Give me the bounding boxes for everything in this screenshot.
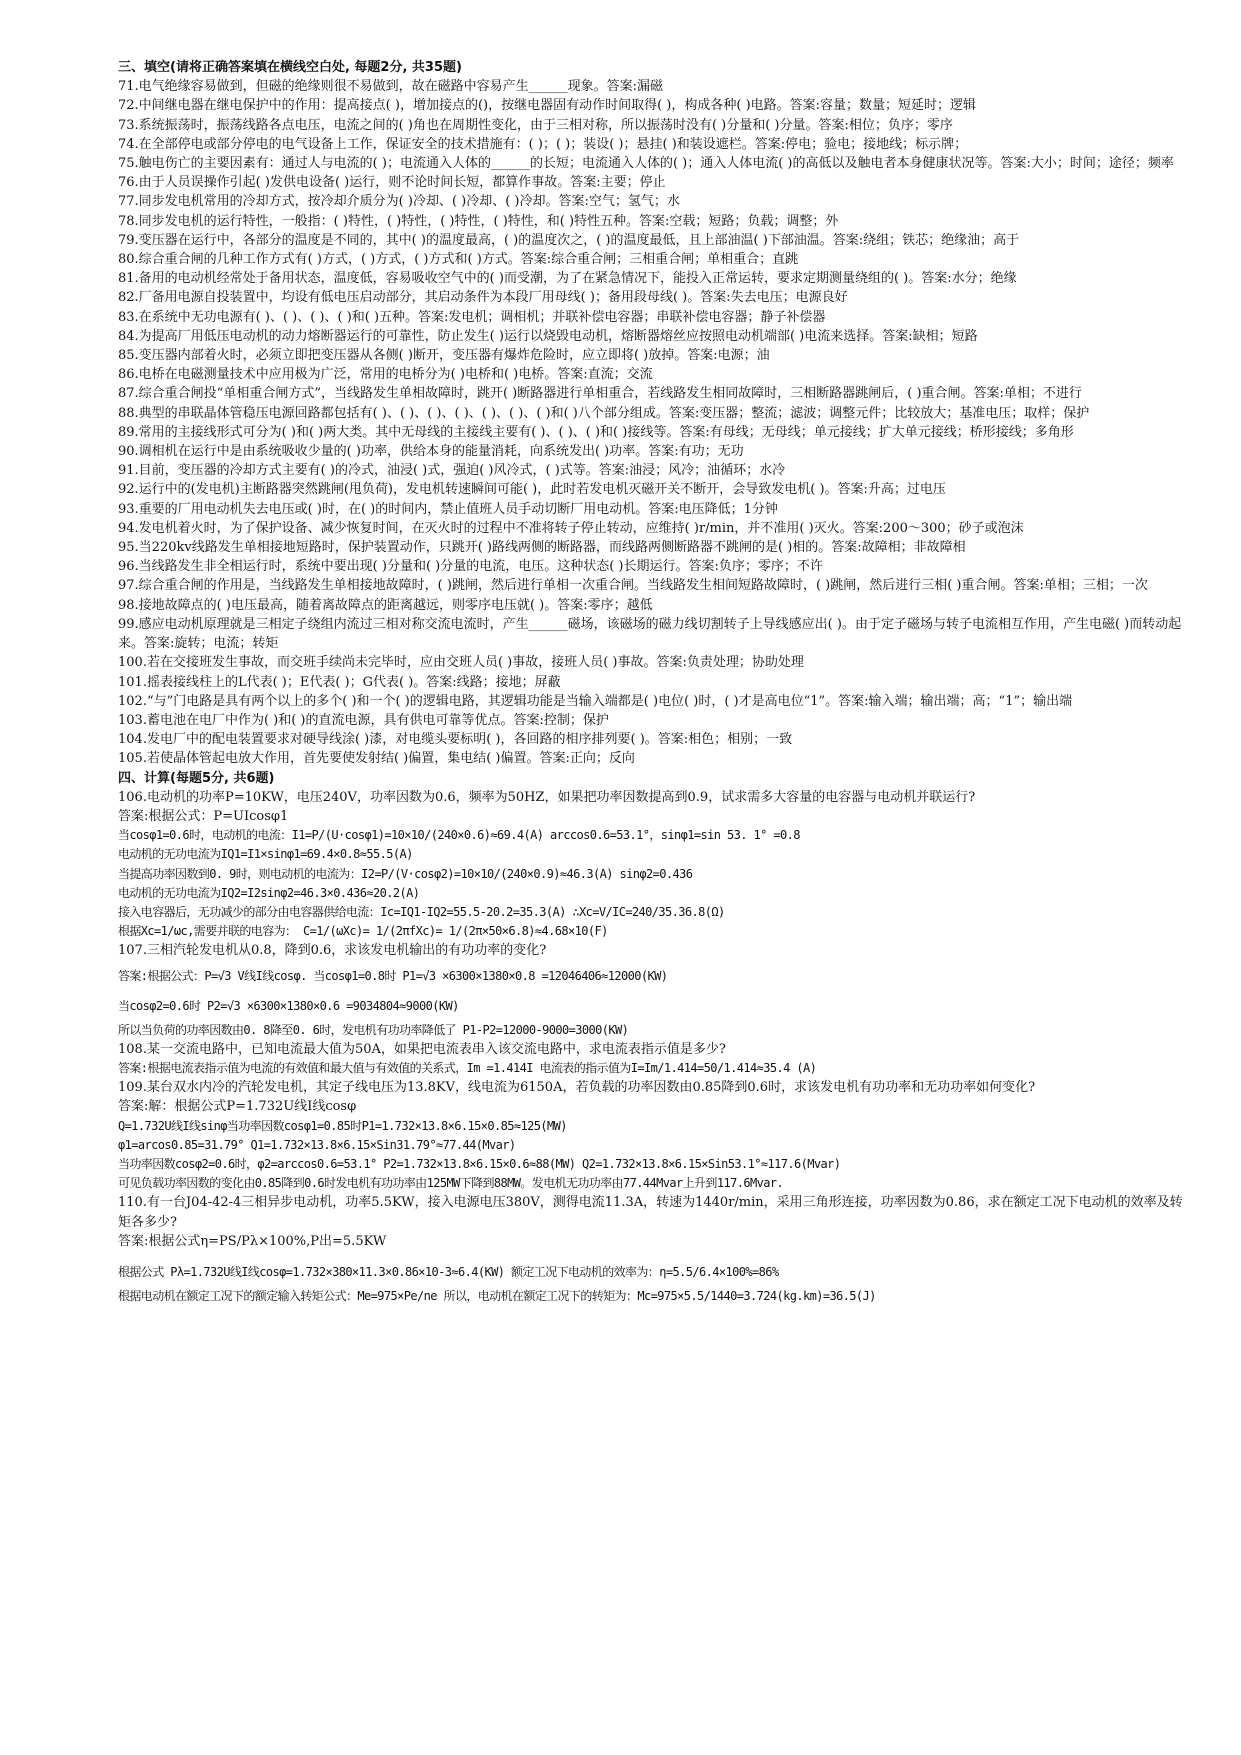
question-item: 86.电桥在电磁测量技术中应用极为广泛，常用的电桥分为( )电桥和( )电桥。答案:直流；交流 xyxy=(118,367,653,383)
question-item: 104.发电厂中的配电装置要求对硬导线涂( )漆，对电缆头要标明( )，各回路的相序排列要( )。答案:相色；相别；一致 xyxy=(118,732,793,748)
q106-calc-line: 当提高功率因数到0. 9时，则电动机的电流为：I2=P/(V·cosφ2)=10×10/(240×0.9)≈46.3(A) sinφ2=0.436 xyxy=(118,866,693,881)
question-item: 99.感应电动机原理就是三相定子绕组内流过三相对称交流电流时，产生______磁场，该磁场的磁力线切割转子上导线感应出( )。由于定子磁场与转子电流相互作用，产生电磁( )而转动起来。答案:旋转；电流；转矩 xyxy=(118,616,1182,652)
question-item: 81.备用的电动机经常处于备用状态，温度低，容易吸收空气中的( )而受潮，为了在紧急情况下，能投入正常运转，要求定期测量绕组的( )。答案:水分；绝缘 xyxy=(118,271,1017,287)
section-3-title: 三、填空(请将正确答案填在横线空白处, 每题2分, 共35题) xyxy=(118,60,462,75)
question-item: 92.运行中的(发电机)主断路器突然跳闸(甩负荷)，发电机转速瞬间可能( )，此时若发电机灭磁开关不断开，会导致发电机( )。答案:升高；过电压 xyxy=(118,482,946,498)
q110-answer-line: 答案:根据公式η=PS/Pλ×100%,P出=5.5KW xyxy=(118,1233,387,1249)
q110-calc-line: 根据公式 Pλ=1.732U线I线cosφ=1.732×380×11.3×0.86×10-3≈6.4(KW) 额定工况下电动机的效率为：η=5.5/6.4×100%=86% xyxy=(118,1264,779,1279)
q109-answer-line: 答案:解：根据公式P=1.732U线I线cosφ xyxy=(118,1099,357,1115)
question-item: 84.为提高厂用低压电动机的动力熔断器运行的可靠性，防止发生( )运行以烧毁电动机，熔断器熔丝应按照电动机端部( )电流来选择。答案:缺相；短路 xyxy=(118,328,978,344)
question-item: 78.同步发电机的运行特性，一般指：( )特性，( )特性，( )特性，( )特性，和( )特性五种。答案:空载；短路；负载；调整；外 xyxy=(118,213,839,229)
q107-calc-line: 答案:根据公式：P=√3 V线I线cosφ. 当cosφ1=0.8时 P1=√3 ×6300×1380×0.8 =12046406≈12000(KW) xyxy=(118,968,668,983)
question-item: 90.调相机在运行中是由系统吸收少量的( )功率，供给本身的能量消耗，向系统发出( )功率。答案:有功；无功 xyxy=(118,444,744,460)
q106-stem: 106.电动机的功率P=10KW，电压240V，功率因数为0.6，频率为50HZ，如果把功率因数提高到0.9，试求需多大容量的电容器与电动机并联运行? xyxy=(118,789,976,805)
q106-calc-line: 根据Xc=1/ωc,需要并联的电容为： C=1/(ωXc)= 1/(2πfXc)= 1/(2π×50×6.8)≈4.68×10(F) xyxy=(118,924,608,939)
question-item: 85.变压器内部着火时，必须立即把变压器从各侧( )断开，变压器有爆炸危险时，应立即将( )放掉。答案:电源；油 xyxy=(118,348,770,364)
question-item: 88.典型的串联晶体管稳压电源回路都包括有( )、( )、( )、( )、( )、( )、( )和( )八个部分组成。答案:变压器；整流；滤波；调整元件；比较放大；基准电压；取样；保护 xyxy=(118,405,1090,421)
question-item: 79.变压器在运行中，各部分的温度是不同的，其中( )的温度最高，( )的温度次之，( )的温度最低，且上部油温( )下部油温。答案:绕组；铁芯；绝缘油；高于 xyxy=(118,232,1020,248)
question-item: 74.在全部停电或部分停电的电气设备上工作，保证安全的技术措施有：( )；( )；装设( )；悬挂( )和装设遮栏。答案:停电；验电；接地线；标示牌； xyxy=(118,136,968,152)
q110-stem: 110.有一台J04-42-4三相异步电动机，功率5.5KW，接入电源电压380V，测得电流11.3A，转速为1440r/min，采用三角形连接，功率因数为0.86，求在额定工况下电动机的效率及转矩各多少? xyxy=(118,1195,1183,1230)
question-item: 100.若在交接班发生事故，而交班手续尚未完毕时，应由交班人员( )事故，接班人员( )事故。答案:负责处理；协助处理 xyxy=(118,655,804,671)
question-item: 91.目前，变压器的冷却方式主要有( )的冷式，油浸( )式，强迫( )风冷式，( )式等。答案:油浸；风冷；油循环；水冷 xyxy=(118,463,786,479)
question-item: 82.厂备用电源自投装置中，均设有低电压启动部分，其启动条件为本段厂用母线( )；备用段母线( )。答案:失去电压；电源良好 xyxy=(118,290,848,306)
q106-calc-line: 电动机的无功电流为IQ1=I1×sinφ1=69.4×0.8≈55.5(A) xyxy=(118,847,413,862)
question-item: 103.蓄电池在电厂中作为( )和( )的直流电源，具有供电可靠等优点。答案:控制；保护 xyxy=(118,712,609,728)
q109-calc-line: 当功率因数cosφ2=0.6时，φ2=arccos0.6=53.1° P2=1.732×13.8×6.15×0.6≈88(MW) Q2=1.732×13.8×6.15×Sin53.1°≈117.6(Mvar) xyxy=(118,1156,841,1171)
question-item: 94.发电机着火时，为了保护设备、减少恢复时间，在灭火时的过程中不准将转子停止转动，应维持( )r/min，并不准用( )灭火。答案:200～300；砂子或泡沫 xyxy=(118,520,1024,536)
question-item: 87.综合重合闸投“单相重合闸方式”，当线路发生单相故障时，跳开( )断路器进行单相重合，若线路发生相同故障时，三相断路器跳闸后，( )重合闸。答案:单相；不进行 xyxy=(118,386,1082,402)
question-item: 73.系统振荡时，振荡线路各点电压，电流之间的( )角也在周期性变化，由于三相对称，所以振荡时没有( )分量和( )分量。答案:相位；负序；零序 xyxy=(118,117,953,133)
question-item: 72.中间继电器在继电保护中的作用：提高接点( )，增加接点的()，按继电器固有动作时间取得( )，构成各种( )电路。答案:容量；数量；短延时；逻辑 xyxy=(118,98,977,114)
question-item: 98.接地故障点的( )电压最高，随着离故障点的距离越远，则零序电压就( )。答案:零序；越低 xyxy=(118,597,653,613)
question-item: 77.同步发电机常用的冷却方式，按冷却介质分为( )冷却、( )冷却、( )冷却。答案:空气；氢气；水 xyxy=(118,194,680,210)
q110-calc-line: 根据电动机在额定工况下的额定输入转矩公式：Me=975×Pe/ne 所以，电动机在额定工况下的转矩为：Mc=975×5.5/1440=3.724(kg.km)=36.5(J) xyxy=(118,1288,876,1303)
fill-in-section xyxy=(118,77,1188,768)
question-item: 89.常用的主接线形式可分为( )和( )两大类。其中无母线的主接线主要有( )、( )、( )和( )接线等。答案:有母线；无母线；单元接线；扩大单元接线；桥形接线；多角形 xyxy=(118,424,1074,440)
q107-stem: 107.三相汽轮发电机从0.8，降到0.6，求该发电机输出的有功功率的变化? xyxy=(118,943,547,959)
q107-calc-line: 当cosφ2=0.6时 P2=√3 ×6300×1380×0.6 =9034804≈9000(KW) xyxy=(118,998,459,1013)
question-item: 95.当220kv线路发生单相接地短路时，保护装置动作，只跳开( )路线两侧的断路器，而线路两侧断路器不跳闸的是( )相的。答案:故障相；非故障相 xyxy=(118,540,966,556)
q106-calc-line: 电动机的无功电流为IQ2=I2sinφ2=46.3×0.436≈20.2(A) xyxy=(118,885,420,900)
q106-answer-line: 答案:根据公式：P=UIcosφ1 xyxy=(118,808,289,824)
question-item: 97.综合重合闸的作用是，当线路发生单相接地故障时，( )跳闸，然后进行单相一次重合闸。当线路发生相间短路故障时，( )跳闸，然后进行三相( )重合闸。答案:单相；三相；一次 xyxy=(118,578,1148,594)
question-item: 105.若使晶体管起电放大作用，首先要使发射结( )偏置，集电结( )偏置。答案:正向；反向 xyxy=(118,751,635,767)
q108-calc-line: 答案:根据电流表指示值为电流的有效值和最大值与有效值的关系式，Im =1.414I 电流表的指示值为I=Im/1.414=50/1.414≈35.4 (A) xyxy=(118,1060,817,1075)
q109-calc-line: Q=1.732U线I线sinφ当功率因数cosφ1=0.85时P1=1.732×13.8×6.15×0.85≈125(MW) xyxy=(118,1118,567,1133)
document-page xyxy=(118,58,1188,1306)
question-item: 102.“与”门电路是具有两个以上的多个( )和一个( )的逻辑电路，其逻辑功能是当输入端都是( )电位( )时，( )才是高电位“1”。答案:输入端；输出端；高；“1”；输出端 xyxy=(118,693,1073,709)
q109-calc-line: φ1=arcos0.85=31.79° Q1=1.732×13.8×6.15×Sin31.79°≈77.44(Mvar) xyxy=(118,1137,516,1152)
question-item: 93.重要的厂用电动机失去电压或( )时，在( )的时间内，禁止值班人员手动切断厂用电动机。答案:电压降低；1分钟 xyxy=(118,501,778,517)
question-item: 96.当线路发生非全相运行时，系统中要出现( )分量和( )分量的电流，电压。这种状态( )长期运行。答案:负序；零序；不许 xyxy=(118,559,823,575)
question-item: 71.电气绝缘容易做到，但磁的绝缘则很不易做到，故在磁路中容易产生______现象。答案:漏磁 xyxy=(118,79,664,95)
question-item: 80.综合重合闸的几种工作方式有( )方式，( )方式，( )方式和( )方式。答案:综合重合闸；三相重合闸；单相重合；直跳 xyxy=(118,252,799,268)
section-4-title: 四、计算(每题5分, 共6题) xyxy=(118,770,275,786)
q106-calc-line: 接入电容器后，无功减少的部分由电容器供给电流：Ic=IQ1-IQ2=55.5-20.2=35.3(A) ∴Xc=V/IC=240/35.36.8(Ω) xyxy=(118,904,725,919)
question-item: 101.摇表接线柱上的L代表( )；E代表( )；G代表( )。答案:线路；接地；屏蔽 xyxy=(118,674,561,690)
q109-calc-line: 可见负载功率因数的变化由0.85降到0.6时发电机有功功率由125MW下降到88MW。发电机无功功率由77.44Mvar上升到117.6Mvar. xyxy=(118,1176,784,1191)
q109-stem: 109.某台双水内冷的汽轮发电机，其定子线电压为13.8KV，线电流为6150A，若负载的功率因数由0.85降到0.6时，求该发电机有功功率和无功功率如何变化? xyxy=(118,1080,1036,1096)
question-item: 76.由于人员误操作引起( )发供电设备( )运行，则不论时间长短，都算作事故。答案:主要；停止 xyxy=(118,175,666,191)
q107-calc-line: 所以当负荷的功率因数由0. 8降至0. 6时，发电机有功功率降低了 P1-P2=12000-9000=3000(KW) xyxy=(118,1022,629,1037)
question-item: 75.触电伤亡的主要因素有：通过人与电流的( )；电流通入人体的______的长短；电流通入人体的( )；通入人体电流( )的高低以及触电者本身健康状况等。答案:大小；时间；途径；频率 xyxy=(118,156,1174,172)
question-item: 83.在系统中无功电源有( )、( )、( )、( )和( )五种。答案:发电机；调相机；并联补偿电容器；串联补偿电容器；静子补偿器 xyxy=(118,309,826,325)
q106-calc-line: 当cosφ1=0.6时，电动机的电流：I1=P/(U·cosφ1)=10×10/(240×0.6)≈69.4(A) arccos0.6=53.1°，sinφ1=sin 53. 1° =0.8 xyxy=(118,828,800,843)
q108-stem: 108.某一交流电路中，已知电流最大值为50A，如果把电流表串入该交流电路中，求电流表指示值是多少? xyxy=(118,1041,726,1057)
